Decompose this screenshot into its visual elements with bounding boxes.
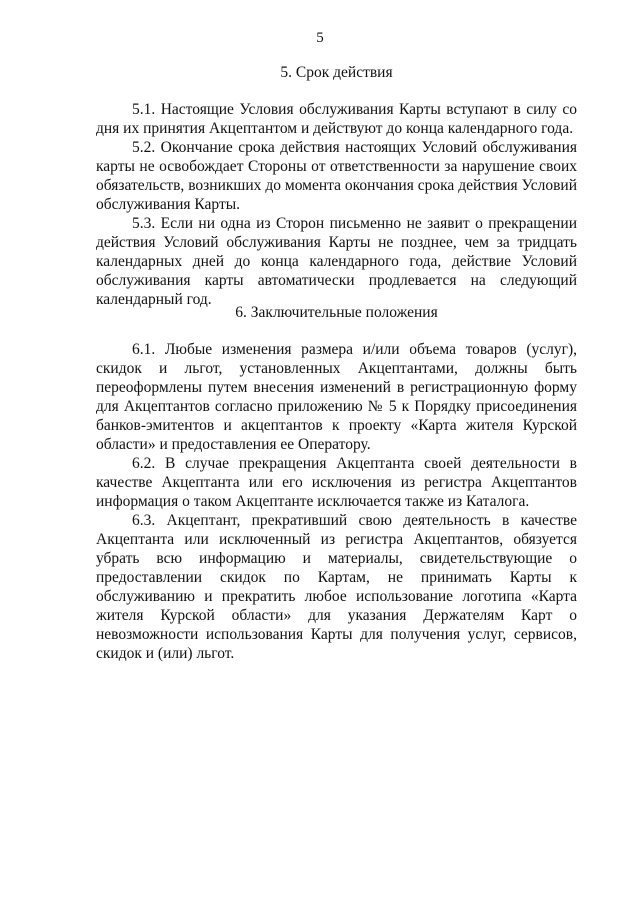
paragraph-6-1: 6.1. Любые изменения размера и/или объема товаров (услуг), скидок и льгот, установленных Акцептантами, должны быть переоформлены путем внесения изменений в регистрационную форму для Акцептантов согласно приложению № 5 к Порядку присоединения банков-эмитентов и акцептантов к проекту «Карта жителя Курской области» и предоставления ее Оператору.: [96, 341, 577, 453]
section-title: 5. Срок действия: [280, 64, 393, 81]
section-final-provisions: [96, 303, 577, 663]
paragraph-5-1: 5.1. Настоящие Условия обслуживания Карты вступают в силу со дня их принятия Акцептантом и действуют до конца календарного года.: [96, 101, 577, 137]
paragraph-5-2: 5.2. Окончание срока действия настоящих Условий обслуживания карты не освобождает Стороны от ответственности за нарушение своих обязательств, возникших до момента окончания срока действия Условий обслуживания Карты.: [96, 139, 577, 213]
section-term: [96, 63, 577, 309]
paragraph-6-3: 6.3. Акцептант, прекративший свою деятельность в качестве Акцептанта или исключенный из регистра Акцептантов, обязуется убрать всю информацию и материалы, свидетельствующие о предоставлении скидок по Картам, не принимать Карты к обслуживанию и прекратить любое использование логотипа «Карта жителя Курской области» для указания Держателям Карт о невозможности использования Карты для получения услуг, сервисов, скидок и (или) льгот.: [96, 512, 577, 662]
paragraph-5-3: 5.3. Если ни одна из Сторон письменно не заявит о прекращении действия Условий обслуживания Карты не позднее, чем за тридцать календарных дней до конца календарного года, действие Условий обслуживания карты автоматически продлевается на следующий календарный год.: [96, 215, 577, 308]
page-number: 5: [316, 30, 324, 46]
section-title: 6. Заключительные положения: [235, 304, 438, 321]
paragraph-6-2: 6.2. В случае прекращения Акцептанта своей деятельности в качестве Акцептанта или его исключения из регистра Акцептантов информация о таком Акцептанте исключается также из Каталога.: [96, 455, 577, 510]
